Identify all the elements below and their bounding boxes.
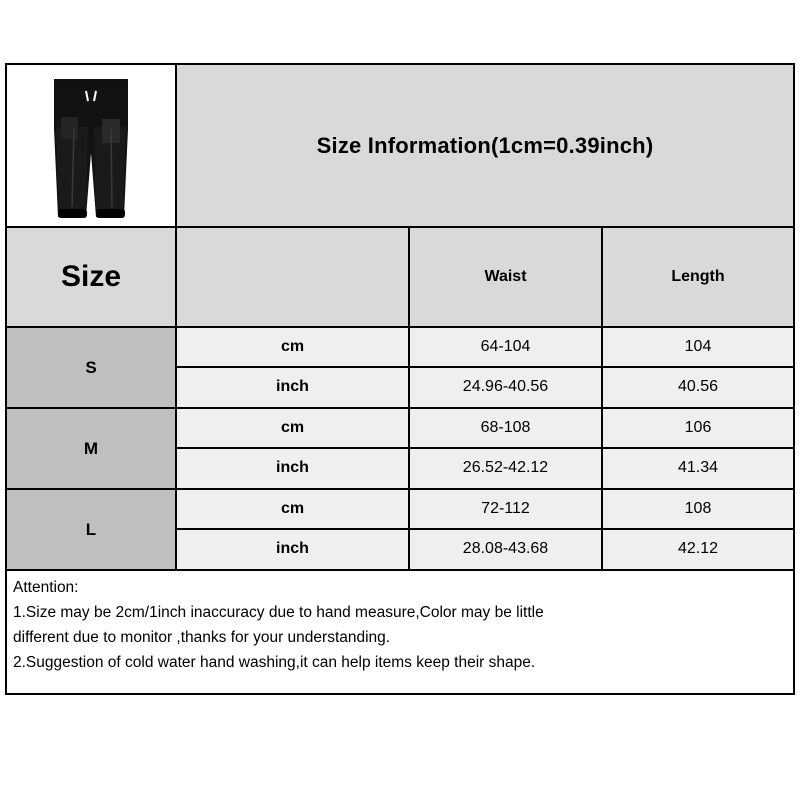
attention-line-2: different due to monitor ,thanks for your understanding. xyxy=(13,629,391,646)
chart-header-row xyxy=(7,65,793,228)
column-header-waist-cell xyxy=(410,228,603,326)
column-header-size-cell xyxy=(7,228,177,326)
column-header-length: Length xyxy=(671,268,725,285)
unit-cell: cm xyxy=(177,328,410,366)
size-label-cell: M xyxy=(7,409,177,488)
attention-heading: Attention: xyxy=(13,579,79,596)
table-row xyxy=(7,490,793,571)
column-header-size: Size xyxy=(60,260,122,293)
attention-block xyxy=(7,571,793,675)
unit-row-inch xyxy=(177,530,793,570)
unit-row-inch xyxy=(177,449,793,489)
unit-cell: inch xyxy=(177,449,410,489)
unit-row-cm xyxy=(177,409,793,449)
chart-title: Size Information(1cm=0.39inch) xyxy=(316,132,654,158)
attention-line-1: 1.Size may be 2cm/1inch inaccuracy due to hand measure,Color may be little xyxy=(13,604,544,621)
column-header-row xyxy=(7,228,793,328)
length-cell: 40.56 xyxy=(603,368,793,408)
size-values-group xyxy=(177,409,793,488)
column-header-waist: Waist xyxy=(484,268,527,285)
unit-cell: inch xyxy=(177,368,410,408)
unit-row-inch xyxy=(177,368,793,408)
table-row xyxy=(7,328,793,409)
length-cell: 106 xyxy=(603,409,793,447)
size-values-group xyxy=(177,328,793,407)
table-row xyxy=(7,409,793,490)
waist-cell: 68-108 xyxy=(410,409,603,447)
size-label-cell: S xyxy=(7,328,177,407)
unit-row-cm xyxy=(177,490,793,530)
column-header-length-cell xyxy=(603,228,793,326)
waist-cell: 72-112 xyxy=(410,490,603,528)
length-cell: 104 xyxy=(603,328,793,366)
length-cell: 41.34 xyxy=(603,449,793,489)
waist-cell: 24.96-40.56 xyxy=(410,368,603,408)
waist-cell: 64-104 xyxy=(410,328,603,366)
size-values-group xyxy=(177,490,793,569)
unit-cell: cm xyxy=(177,490,410,528)
unit-row-cm xyxy=(177,328,793,368)
cargo-pants-icon xyxy=(16,67,166,225)
length-cell: 42.12 xyxy=(603,530,793,570)
column-header-unit-cell xyxy=(177,228,410,326)
waist-cell: 26.52-42.12 xyxy=(410,449,603,489)
attention-line-3: 2.Suggestion of cold water hand washing,it can help items keep their shape. xyxy=(13,654,536,671)
unit-cell: cm xyxy=(177,409,410,447)
size-chart-table xyxy=(5,63,795,695)
size-label-cell: L xyxy=(7,490,177,569)
waist-cell: 28.08-43.68 xyxy=(410,530,603,570)
unit-cell: inch xyxy=(177,530,410,570)
product-image-cell xyxy=(7,65,177,226)
chart-title-cell xyxy=(177,65,793,226)
length-cell: 108 xyxy=(603,490,793,528)
